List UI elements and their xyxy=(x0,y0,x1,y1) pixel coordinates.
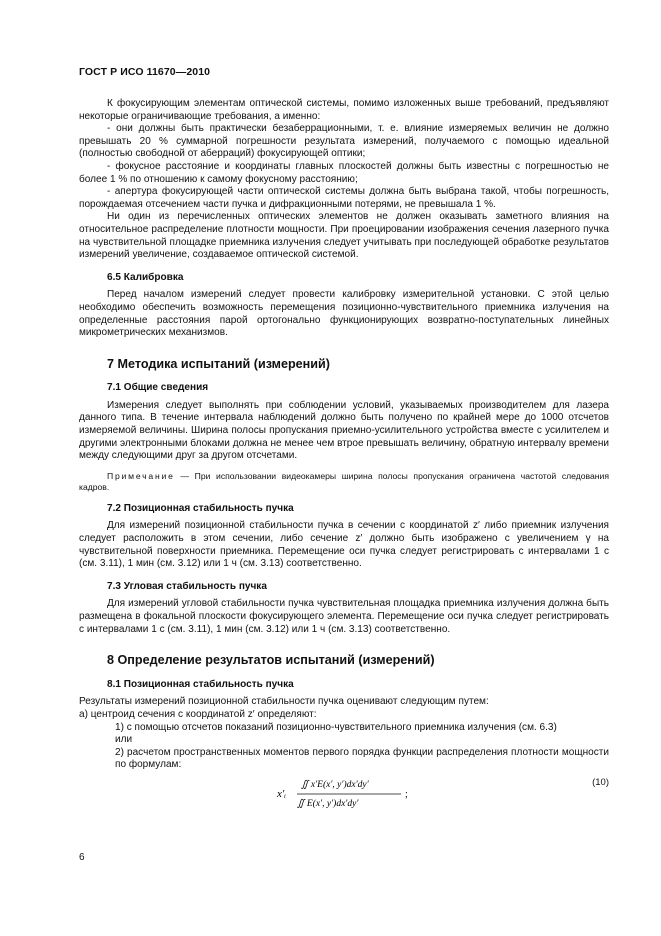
subsection-heading: 7.2 Позиционная стабильность пучка xyxy=(107,502,294,514)
paragraph: 2) расчетом пространственных моментов первого порядка функции распределения плотности мощности по формулам: xyxy=(115,746,609,771)
paragraph: Ни один из перечисленных оптических элементов не должен оказывать заметного влияния на относительное распределение плотности мощности. При проецировании изображения сечения лазерного пучка на чувствительной площадке приемника излучения следует учитывать при последующей обработке результатов измерений увеличение, создаваемое оптической системой. xyxy=(79,211,609,261)
subsection-heading: 7.3 Угловая стабильность пучка xyxy=(107,580,267,592)
equation-number: (10) xyxy=(592,776,609,788)
paragraph: - фокусное расстояние и координаты главных плоскостей должны быть известны с погрешностью не более 1 % по отношению к самому фокусному расстоянию; xyxy=(79,160,609,185)
paragraph: К фокусирующим элементам оптической системы, помимо изложенных выше требований, предъявляют некоторые ограничивающие требования, а именно: xyxy=(79,98,609,122)
paragraph: Для измерений угловой стабильности пучка чувствительная площадка приемника излучения должна быть размещена в фокальной плоскости фокусирующего элемента. Перемещение оси пучка следует регистрировать с интервалами 1 с (см. 3.11), 1 мин (см. 3.12) или 1 ч (см. 3.13) соответственно. xyxy=(79,598,609,635)
document-body xyxy=(79,98,609,814)
formula-denominator: ∬ E(x′, y′)dx′dy′ xyxy=(297,798,359,809)
section-heading: 8 Определение результатов испытаний (измерений) xyxy=(107,653,435,668)
paragraph: - они должны быть практически безаберрационными, т. е. влияние измеряемых величин не должно превышать 20 % суммарной погрешности результата измерений, получаемого с помощью идеальной (полностью свободной от аберраций) фокусирующей оптики; xyxy=(79,123,609,160)
paragraph: 1) с помощью отсчетов показаний позиционно-чувствительного приемника излучения (см. 6.3) xyxy=(115,721,557,733)
formula-graphic xyxy=(79,774,609,814)
note-label: Примечание xyxy=(107,470,175,481)
paragraph: - апертура фокусирующей части оптической системы должна быть выбрана такой, чтобы погрешность, порождаемая отсечением части пучка и дифракционными потерями, не превышала 1 %. xyxy=(79,186,609,210)
subsection-heading: 7.1 Общие сведения xyxy=(107,382,209,394)
formula-tail: ; xyxy=(405,788,408,800)
document-header: ГОСТ Р ИСО 11670—2010 xyxy=(79,66,211,78)
formula-numerator: ∬ x′E(x′, y′)dx′dy′ xyxy=(301,779,369,790)
formula-10 xyxy=(79,774,609,814)
subsection-heading: 8.1 Позиционная стабильность пучка xyxy=(107,678,294,690)
paragraph: Результаты измерений позиционной стабильности пучка оценивают следующим путем: xyxy=(79,696,489,708)
paragraph: Измерения следует выполнять при соблюдении условий, указываемых производителем для лазера данного типа. В течение интервала наблюдений должно быть получено по крайней мере до 1000 отсчетов измеряемой величины. Ширина полосы пропускания приемно-усилительного устройства вместе с усилителем и другими электронными блоками должна не менее чем втрое превышать величину, обратную интервалу времени между следующими друг за другом отсчетами. xyxy=(79,399,609,462)
page-number: 6 xyxy=(79,852,85,863)
formula-lhs: x′ᵢ xyxy=(277,787,287,800)
paragraph: Для измерений позиционной стабильности пучка в сечении с координатой z′ либо приемник излучения следует расположить в этом сечении, либо сечение z′ должно быть изображено с увеличением γ на чувствительной поверхности приемника. Перемещение оси пучка следует регистрировать с интервалами 1 с (см. 3.11), 1 мин (см. 3.12) или 1 ч (см. 3.13) соответственно. xyxy=(79,520,609,570)
note-text: — При использовании видеокамеры ширина полосы пропускания ограничена частотой следования кадров. xyxy=(79,470,609,492)
subsection-heading: 6.5 Калибровка xyxy=(107,271,184,283)
note xyxy=(79,471,609,493)
section-heading: 7 Методика испытаний (измерений) xyxy=(107,356,330,371)
paragraph: а) центроид сечения с координатой z′ определяют: xyxy=(79,708,317,720)
paragraph: Перед началом измерений следует провести калибровку измерительной установки. С этой целью необходимо обеспечить возможность перемещения позиционно-чувствительного приемника излучения на определенные расстояния парой ортогонально функционирующих возвратно-поступательных линейных микрометрических механизмов. xyxy=(79,289,609,339)
paragraph: или xyxy=(115,734,133,746)
